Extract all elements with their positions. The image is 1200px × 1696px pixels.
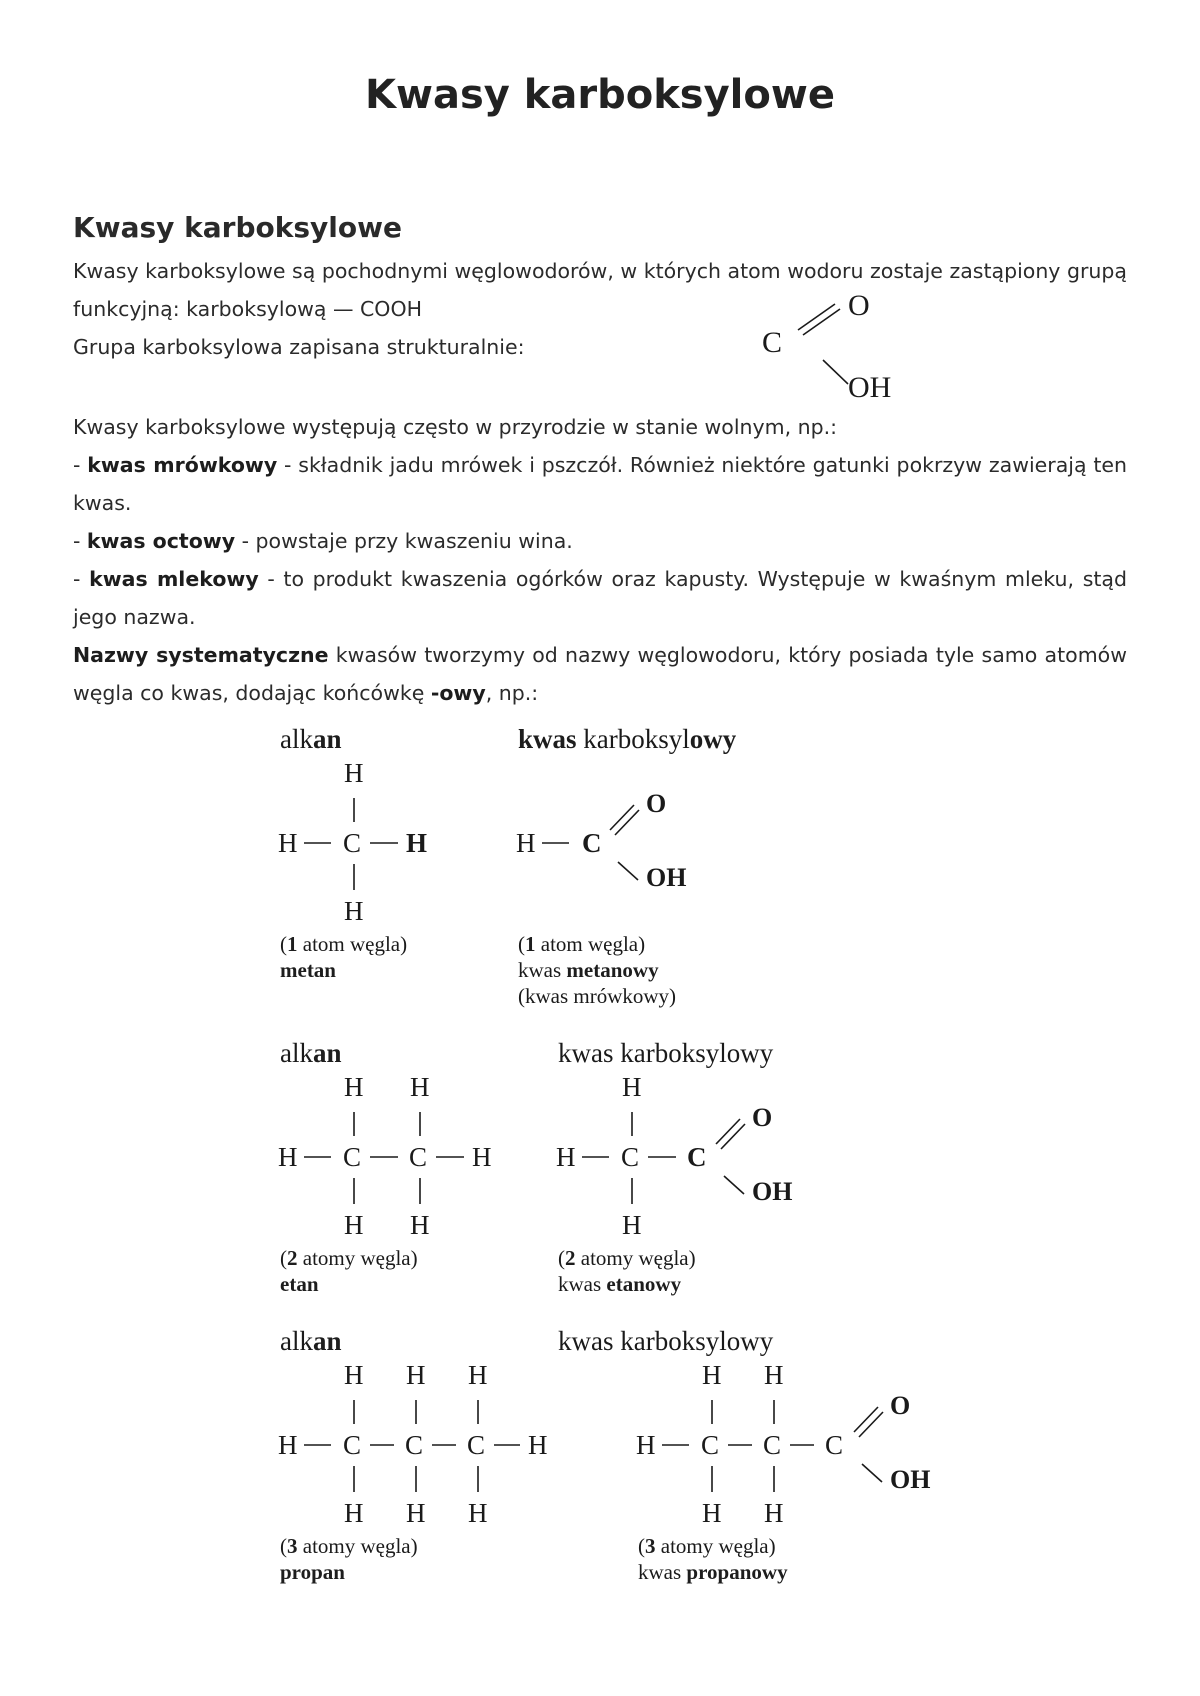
svg-text:OH: OH	[890, 1465, 931, 1494]
naming-paragraph: Nazwy systematyczne kwasów tworzymy od nazwy węglowodoru, który posiada tyle samo atomów węgla co kwas, dodając końcówkę -owy, np.:	[73, 643, 1127, 705]
alkane-heading: alkan	[280, 724, 342, 754]
svg-text:H: H	[764, 1498, 784, 1528]
methanoic-acid-structure	[514, 780, 714, 900]
svg-text:O: O	[752, 1103, 773, 1132]
svg-text:H: H	[344, 1072, 364, 1102]
svg-text:H: H	[278, 828, 298, 858]
svg-text:H: H	[344, 758, 364, 788]
svg-text:H: H	[406, 828, 428, 858]
svg-text:C: C	[582, 828, 602, 858]
methane-structure	[276, 752, 456, 932]
methanoic-carbon-count: (1 atom węgla)	[518, 932, 646, 956]
ethanoic-carbon-count: (2 atomy węgla)	[558, 1246, 696, 1270]
carbon-atom-label: C	[762, 326, 783, 359]
section-heading: Kwasy karboksylowe	[73, 211, 402, 244]
naming-bold: Nazwy systematyczne	[73, 643, 329, 667]
ethanoic-acid-name: kwas etanowy	[558, 1272, 682, 1296]
carboxyl-group-diagram	[760, 290, 930, 410]
hydroxyl-label: OH	[848, 371, 892, 404]
intro-text: Kwasy karboksylowe są pochodnymi węglowodorów, w których atom wodoru zostaje zastąpiony grupą funkcyjną: karboksylową — COOH	[73, 259, 1127, 321]
svg-text:C: C	[825, 1430, 844, 1460]
propane-name: propan	[280, 1560, 345, 1584]
ethanoic-acid-structure	[554, 1066, 814, 1246]
acid-heading: kwas karboksylowy	[558, 1038, 774, 1068]
svg-text:O: O	[646, 789, 667, 818]
acid-heading: kwas karboksylowy	[518, 724, 737, 754]
svg-text:H: H	[764, 1360, 784, 1390]
svg-text:H: H	[622, 1210, 642, 1240]
svg-text:H: H	[528, 1430, 548, 1460]
ethane-structure	[276, 1066, 516, 1246]
svg-text:H: H	[344, 1498, 364, 1528]
example-item: - kwas mlekowy - to produkt kwaszenia ogórków oraz kapusty. Występuje w kwaśnym mleku, stąd jego nazwa.	[73, 567, 1127, 629]
naming-suffix: -owy	[430, 681, 486, 705]
structural-intro-text: Grupa karboksylowa zapisana strukturalnie:	[73, 335, 525, 359]
ethane-name: etan	[280, 1272, 319, 1296]
example-item: - kwas octowy - powstaje przy kwaszeniu wina.	[73, 529, 573, 553]
svg-text:H: H	[344, 1360, 364, 1390]
methane-name: metan	[280, 958, 336, 982]
svg-text:H: H	[636, 1430, 656, 1460]
propanoic-acid-name: kwas propanowy	[638, 1560, 788, 1584]
svg-text:H: H	[622, 1072, 642, 1102]
svg-text:C: C	[701, 1430, 720, 1460]
example-name: kwas octowy	[86, 529, 236, 553]
propanoic-carbon-count: (3 atomy węgla)	[638, 1534, 776, 1558]
svg-text:H: H	[516, 828, 536, 858]
svg-text:H: H	[406, 1360, 426, 1390]
methanoic-acid-common-name: (kwas mrówkowy)	[518, 984, 677, 1008]
svg-text:C: C	[343, 1430, 362, 1460]
svg-text:C: C	[405, 1430, 424, 1460]
propanoic-acid-structure	[634, 1354, 954, 1534]
example-name: kwas mlekowy	[89, 567, 259, 591]
alkane-heading: alkan	[280, 1326, 342, 1356]
svg-text:H: H	[556, 1142, 576, 1172]
svg-text:H: H	[278, 1430, 298, 1460]
propane-carbon-count: (3 atomy węgla)	[280, 1534, 418, 1558]
intro-paragraph	[73, 252, 1127, 366]
svg-text:C: C	[621, 1142, 640, 1172]
methane-carbon-count: (1 atom węgla)	[280, 932, 408, 956]
svg-text:H: H	[702, 1360, 722, 1390]
svg-text:C: C	[687, 1142, 707, 1172]
acid-heading: kwas karboksylowy	[558, 1326, 774, 1356]
methanoic-acid-name: kwas metanowy	[518, 958, 659, 982]
oxygen-atom-label: O	[848, 290, 870, 322]
occurrence-intro: Kwasy karboksylowe występują często w przyrodzie w stanie wolnym, np.:	[73, 415, 838, 439]
page-title: Kwasy karboksylowe	[365, 72, 835, 118]
example-name: kwas mrówkowy	[87, 453, 278, 477]
svg-text:H: H	[410, 1072, 430, 1102]
svg-text:H: H	[406, 1498, 426, 1528]
svg-text:H: H	[472, 1142, 492, 1172]
svg-text:H: H	[344, 896, 364, 926]
svg-text:C: C	[343, 1142, 362, 1172]
ethane-carbon-count: (2 atomy węgla)	[280, 1246, 418, 1270]
svg-text:H: H	[468, 1360, 488, 1390]
svg-text:C: C	[763, 1430, 782, 1460]
alkane-heading: alkan	[280, 1038, 342, 1068]
svg-text:H: H	[344, 1210, 364, 1240]
svg-text:OH: OH	[752, 1177, 793, 1206]
propane-structure	[276, 1354, 576, 1534]
svg-text:C: C	[409, 1142, 428, 1172]
svg-text:H: H	[278, 1142, 298, 1172]
svg-text:C: C	[467, 1430, 486, 1460]
svg-text:O: O	[890, 1391, 911, 1420]
svg-text:H: H	[468, 1498, 488, 1528]
svg-text:OH: OH	[646, 863, 687, 892]
example-item: - kwas mrówkowy - składnik jadu mrówek i pszczół. Również niektóre gatunki pokrzyw zawierają ten kwas.	[73, 453, 1127, 515]
svg-text:H: H	[702, 1498, 722, 1528]
svg-text:H: H	[410, 1210, 430, 1240]
svg-text:C: C	[343, 828, 362, 858]
